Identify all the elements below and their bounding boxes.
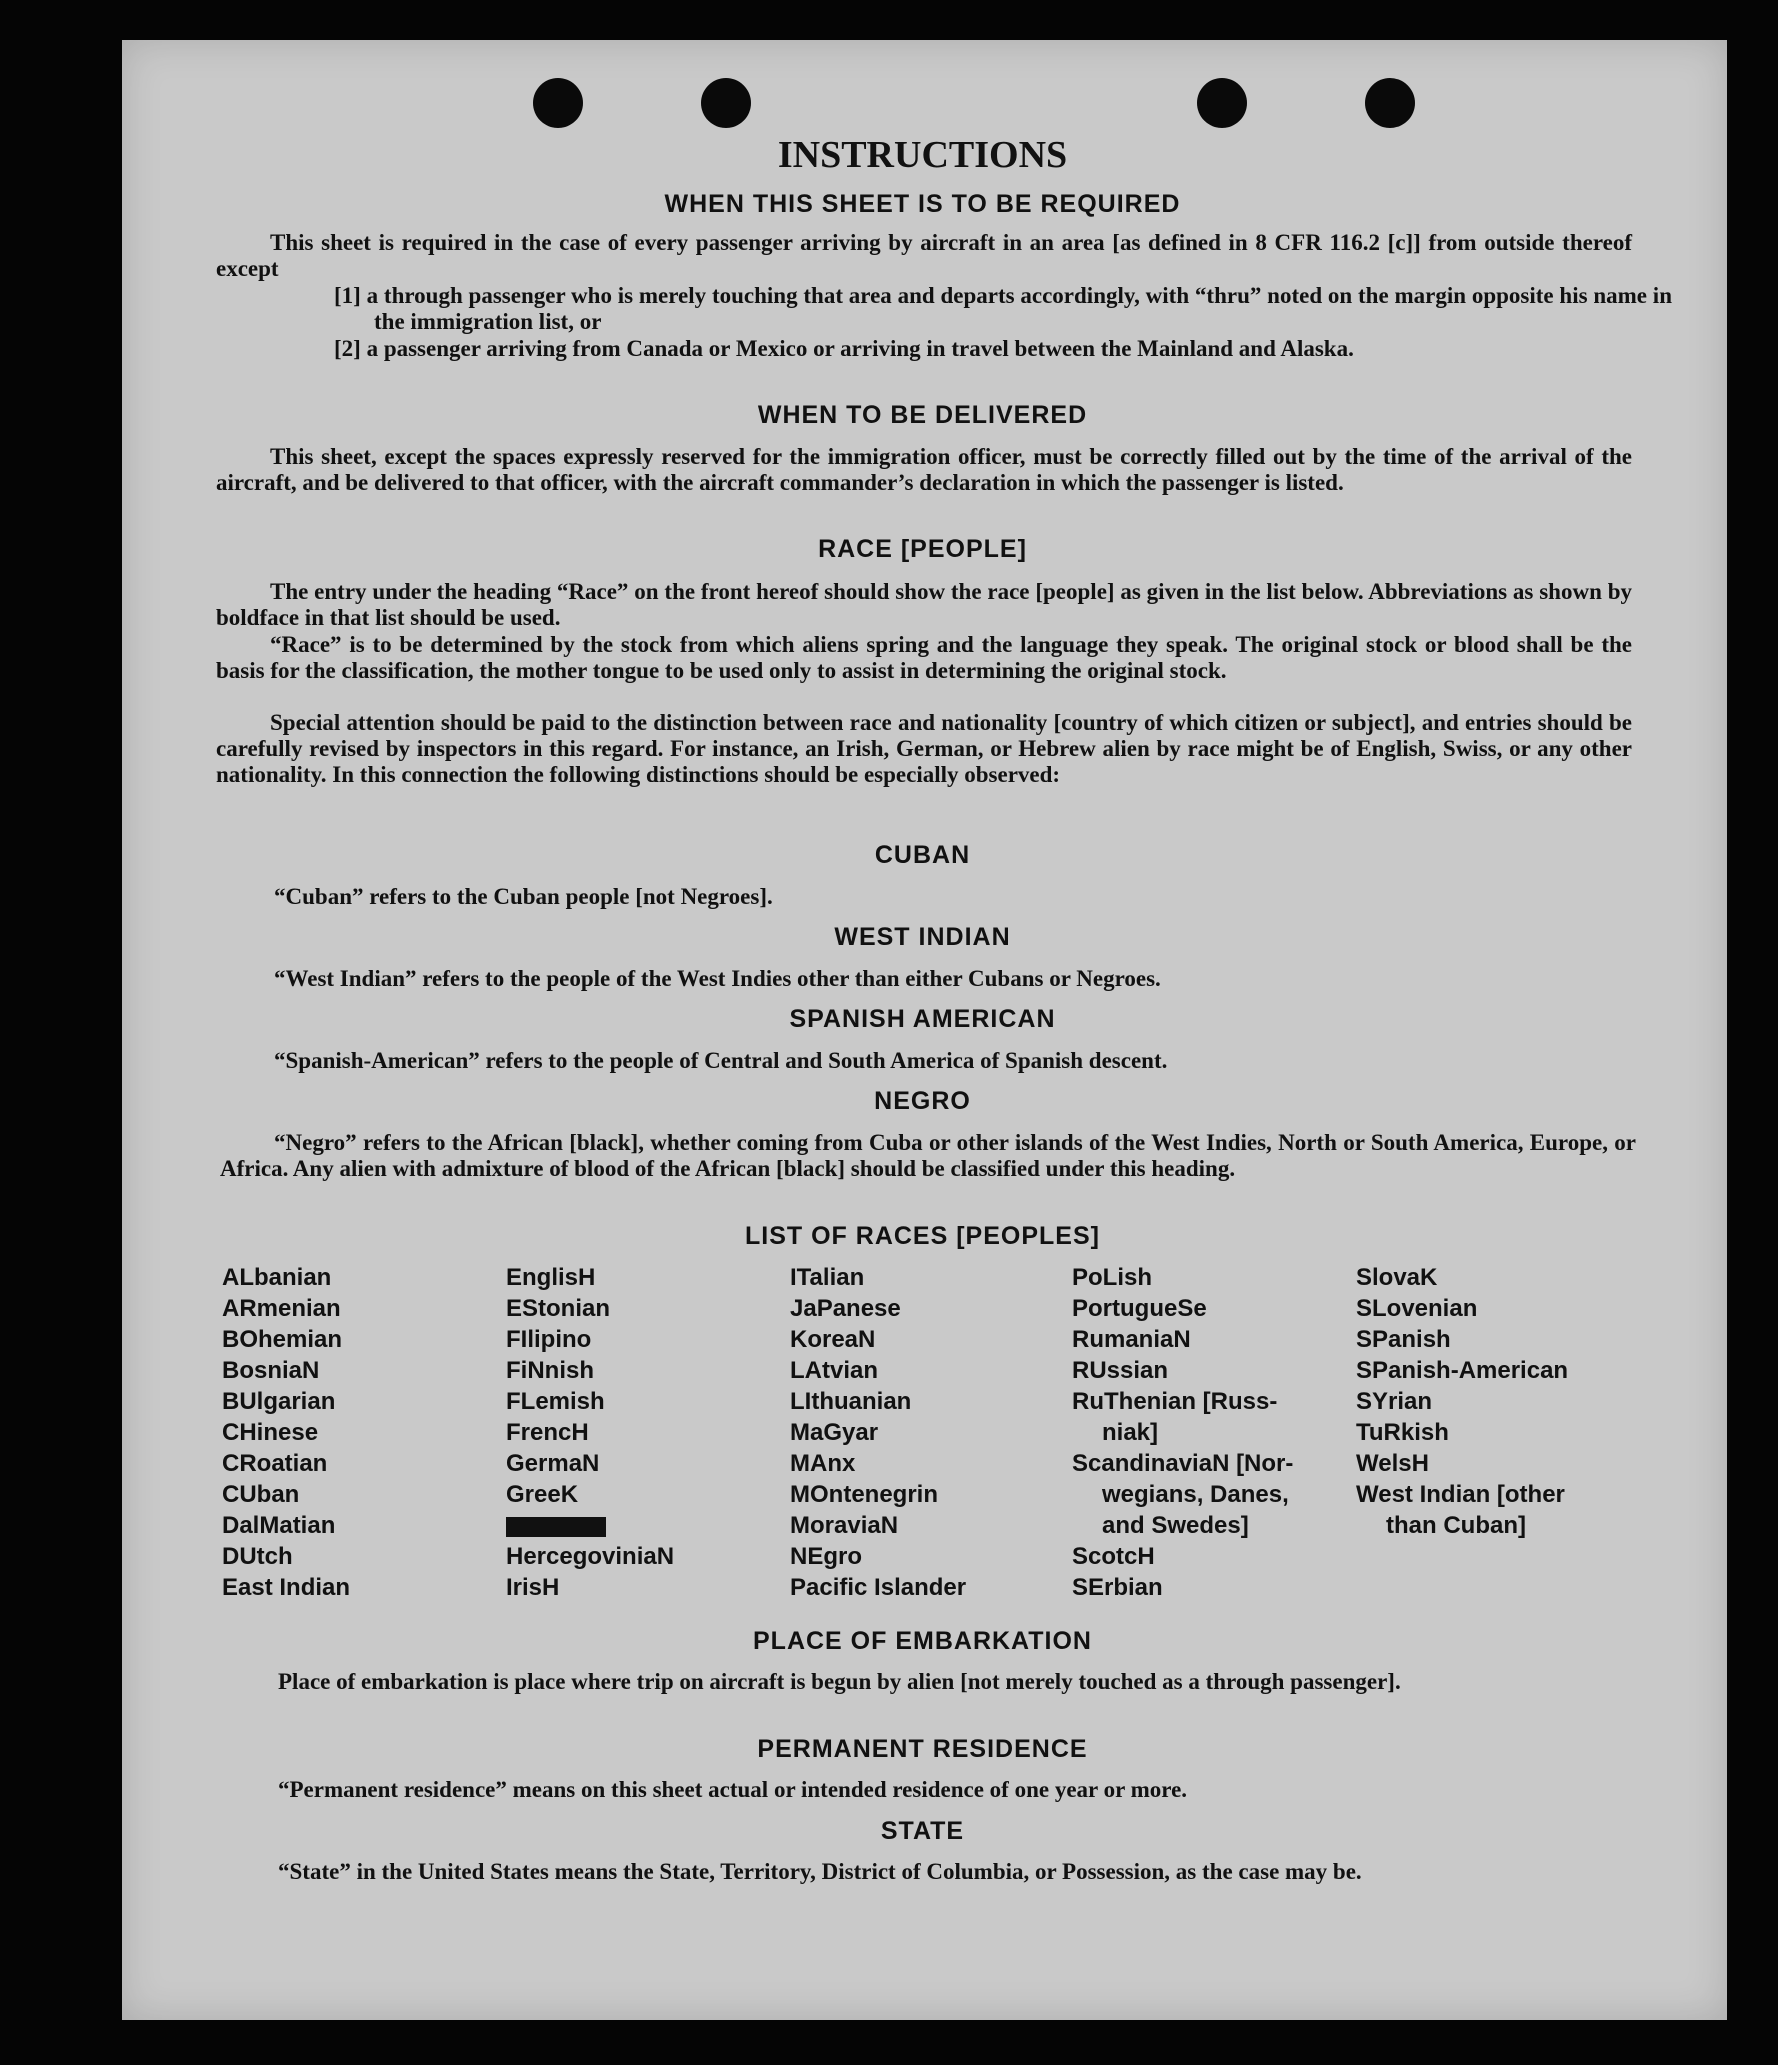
redacted-race-item bbox=[506, 1510, 776, 1541]
race-item: SYrian bbox=[1356, 1388, 1433, 1415]
spanish-american-text: “Spanish-American” refers to the people of Central and South America of Spanish descent. bbox=[274, 1048, 1168, 1073]
race-item: IrisH bbox=[506, 1574, 560, 1601]
race-item: GreeK bbox=[506, 1481, 579, 1508]
heading-west-indian: WEST INDIAN bbox=[834, 923, 1011, 951]
race-item: CUban bbox=[222, 1481, 300, 1508]
punch-hole bbox=[1197, 78, 1247, 128]
heading-state: STATE bbox=[880, 1817, 965, 1845]
race-item: Pacific Islander bbox=[790, 1574, 967, 1601]
race-item: HercegoviniaN bbox=[506, 1543, 675, 1570]
heading-list-of-races: LIST OF RACES [PEOPLES] bbox=[745, 1222, 1100, 1250]
race-item: FIlipino bbox=[506, 1326, 592, 1353]
page-title: INSTRUCTIONS bbox=[777, 134, 1068, 176]
heading-delivered: WHEN TO BE DELIVERED bbox=[757, 401, 1088, 429]
race-item: ScandinaviaN [Nor- bbox=[1072, 1450, 1294, 1477]
race-item: ALbanian bbox=[222, 1264, 332, 1291]
punch-hole bbox=[1365, 78, 1415, 128]
heading-embarkation: PLACE OF EMBARKATION bbox=[753, 1627, 1092, 1655]
race-item: SErbian bbox=[1072, 1574, 1163, 1601]
west-indian-text: “West Indian” refers to the people of the West Indies other than either Cubans or Negroes. bbox=[274, 966, 1161, 991]
heading-cuban: CUBAN bbox=[874, 841, 971, 869]
race-item: LIthuanian bbox=[790, 1388, 912, 1415]
race-item: ITalian bbox=[790, 1264, 865, 1291]
race-item: LAtvian bbox=[790, 1357, 879, 1384]
race-item: BUlgarian bbox=[222, 1388, 336, 1415]
races-column-2 bbox=[506, 1262, 776, 1603]
race-paragraph-2: “Race” is to be determined by the stock from which aliens spring and the language they speak. The original stock or blood shall be the basis for the classification, the mother tongue to be used only to assist in determining the original stock. bbox=[216, 632, 1632, 683]
race-item: West Indian [other bbox=[1356, 1481, 1565, 1508]
race-item: SPanish-American bbox=[1356, 1357, 1569, 1384]
races-column-4 bbox=[1072, 1262, 1342, 1603]
delivered-text: This sheet, except the spaces expressly reserved for the immigration officer, must be correctly filled out by the time of the arrival of the aircraft, and be delivered to that officer, with the aircraft commander’s declaration in which the passenger is listed. bbox=[216, 444, 1632, 495]
race-item: MaGyar bbox=[790, 1419, 879, 1446]
race-item: SPanish bbox=[1356, 1326, 1451, 1353]
race-paragraph-1: The entry under the heading “Race” on the front hereof should show the race [people] as given in the list below. Abbreviations as shown by boldface in that list should be used. bbox=[216, 579, 1632, 630]
race-item: RUssian bbox=[1072, 1357, 1169, 1384]
race-item: EStonian bbox=[506, 1295, 611, 1322]
punch-hole bbox=[533, 78, 583, 128]
race-item: TuRkish bbox=[1356, 1419, 1449, 1446]
races-column-3 bbox=[790, 1262, 1060, 1603]
heading-required: WHEN THIS SHEET IS TO BE REQUIRED bbox=[664, 190, 1181, 218]
race-item: FiNnish bbox=[506, 1357, 594, 1384]
required-intro: This sheet is required in the case of every passenger arriving by aircraft in an area [as defined in 8 CFR 116.2 [c]] from outside thereof except bbox=[216, 230, 1632, 281]
embarkation-text: Place of embarkation is place where trip on aircraft is begun by alien [not merely touched as a through passenger]. bbox=[278, 1669, 1401, 1694]
race-item: MOntenegrin bbox=[790, 1481, 938, 1508]
negro-text: “Negro” refers to the African [black], whether coming from Cuba or other islands of the West Indies, North or South America, Europe, or Africa. Any alien with admixture of blood of the African [black] should be classified under this heading. bbox=[220, 1130, 1636, 1181]
state-text: “State” in the United States means the State, Territory, District of Columbia, or Possession, as the case may be. bbox=[278, 1859, 1362, 1884]
race-item: ScotcH bbox=[1072, 1543, 1155, 1570]
residence-text: “Permanent residence” means on this sheet actual or intended residence of one year or more. bbox=[278, 1777, 1188, 1802]
race-paragraph-3: Special attention should be paid to the distinction between race and nationality [country of which citizen or subject], and entries should be carefully revised by inspectors in this regard. For instance, an Irish, German, or Hebrew alien by race might be of English, Swiss, or any other nationality. In this connection the following distinctions should be especially observed: bbox=[216, 710, 1632, 787]
races-column-5 bbox=[1356, 1262, 1626, 1541]
race-item: SlovaK bbox=[1356, 1264, 1438, 1291]
race-item: RuThenian [Russ- bbox=[1072, 1388, 1278, 1415]
heading-negro: NEGRO bbox=[874, 1087, 971, 1115]
heading-spanish-american: SPANISH AMERICAN bbox=[789, 1005, 1056, 1033]
race-item: GermaN bbox=[506, 1450, 600, 1477]
race-item: than Cuban] bbox=[1386, 1512, 1526, 1539]
race-item: EnglisH bbox=[506, 1264, 596, 1291]
races-column-1 bbox=[222, 1262, 492, 1603]
race-item: WelsH bbox=[1356, 1450, 1429, 1477]
race-item: SLovenian bbox=[1356, 1295, 1478, 1322]
race-item: FLemish bbox=[506, 1388, 605, 1415]
race-item: CHinese bbox=[222, 1419, 319, 1446]
race-item: FrencH bbox=[506, 1419, 589, 1446]
heading-race: RACE [PEOPLE] bbox=[818, 535, 1027, 563]
race-item: ARmenian bbox=[222, 1295, 341, 1322]
race-item: niak] bbox=[1102, 1419, 1159, 1446]
race-item: MAnx bbox=[790, 1450, 856, 1477]
race-item: PortugueSe bbox=[1072, 1295, 1207, 1322]
required-item-1: [1] a through passenger who is merely touching that area and departs accordingly, with “thru” noted on the margin opposite his name in the immigration list, or bbox=[334, 283, 1672, 334]
race-item: KoreaN bbox=[790, 1326, 876, 1353]
race-item: DalMatian bbox=[222, 1512, 336, 1539]
race-item: BOhemian bbox=[222, 1326, 343, 1353]
punch-hole bbox=[701, 78, 751, 128]
race-item: BosniaN bbox=[222, 1357, 320, 1384]
race-item: wegians, Danes, bbox=[1102, 1481, 1289, 1508]
race-item: PoLish bbox=[1072, 1264, 1153, 1291]
race-item: RumaniaN bbox=[1072, 1326, 1191, 1353]
race-item: East Indian bbox=[222, 1574, 351, 1601]
heading-residence: PERMANENT RESIDENCE bbox=[757, 1735, 1088, 1763]
race-item: CRoatian bbox=[222, 1450, 328, 1477]
race-item: and Swedes] bbox=[1102, 1512, 1249, 1539]
redaction-mark bbox=[506, 1517, 606, 1537]
cuban-text: “Cuban” refers to the Cuban people [not Negroes]. bbox=[274, 884, 773, 909]
race-item: JaPanese bbox=[790, 1295, 901, 1322]
race-item: DUtch bbox=[222, 1543, 293, 1570]
required-item-2: [2] a passenger arriving from Canada or Mexico or arriving in travel between the Mainland and Alaska. bbox=[334, 336, 1354, 361]
race-item: MoraviaN bbox=[790, 1512, 899, 1539]
race-item: NEgro bbox=[790, 1543, 862, 1570]
